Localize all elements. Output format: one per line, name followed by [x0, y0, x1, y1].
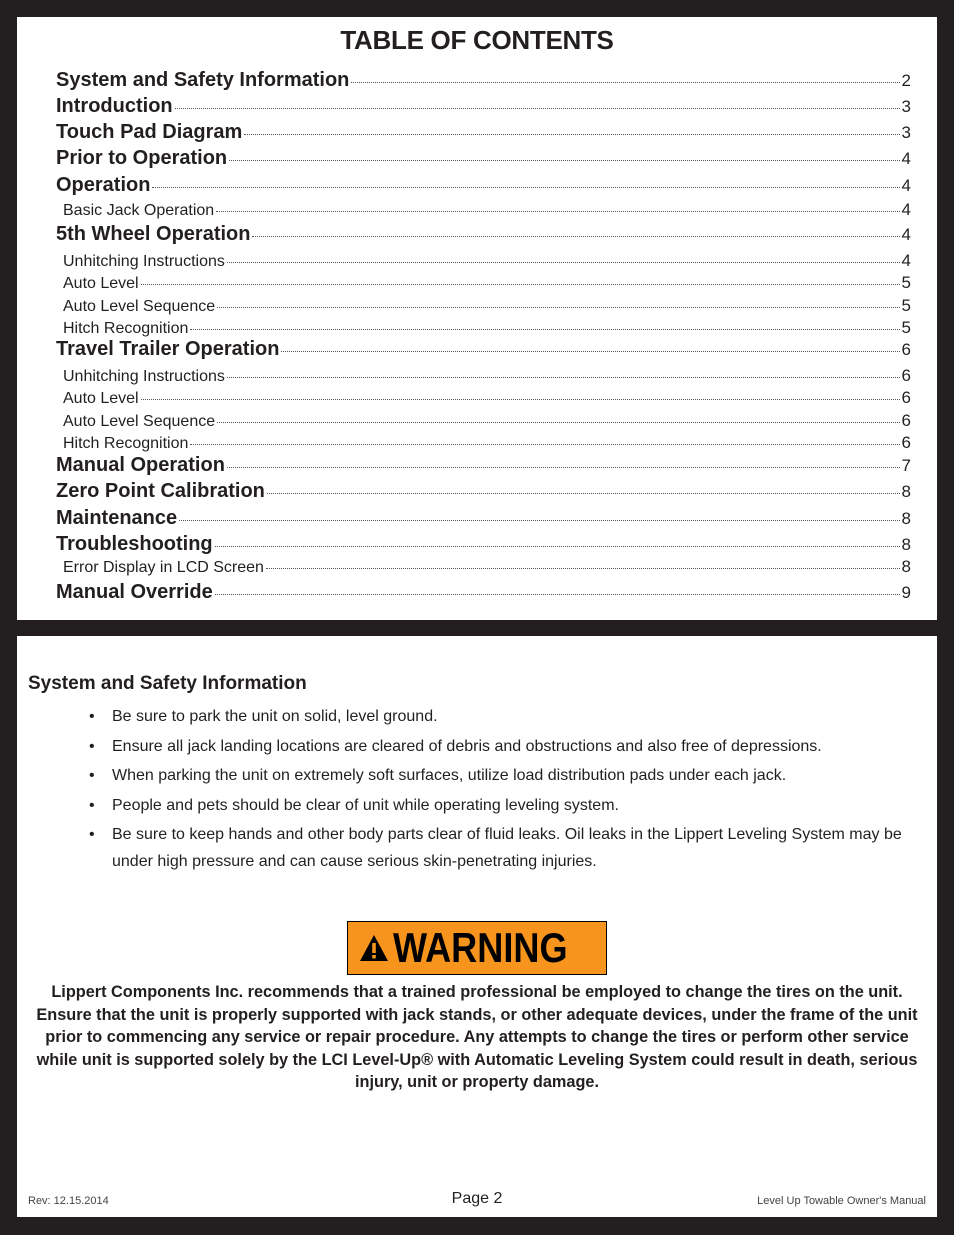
toc-entry-label: Error Display in LCD Screen [63, 559, 264, 576]
toc-entry[interactable] [56, 454, 911, 480]
toc-entry-label: Prior to Operation [56, 147, 228, 169]
toc-entry-page: 3 [901, 123, 911, 142]
dot-leader [152, 187, 899, 188]
toc-entry-label: Auto Level Sequence [63, 413, 216, 430]
toc-entry[interactable] [56, 366, 911, 388]
toc-entry[interactable] [56, 388, 911, 410]
bullet-icon: • [89, 767, 95, 784]
toc-entry-label: Hitch Recognition [63, 320, 189, 337]
dot-leader [227, 262, 900, 263]
warning-text: Lippert Components Inc. recommends that a trained professional be employed to change the tires on the unit. Ensure that the unit is properly supported with jack stands, or other adequate devices, under the frame of the unit prior to commencing any service or repair procedure. Any attempts to change the tires or perform other service while unit is supported solely by the LCI Level-Up® with Automatic Leveling System could result in death, serious injury, unit or property damage. [36, 983, 918, 1091]
toc-entry-label: Maintenance [56, 507, 178, 529]
toc-entry-page: 6 [901, 388, 911, 407]
dot-leader [281, 351, 899, 352]
dot-leader [190, 329, 899, 330]
manual-title: Level Up Towable Owner's Manual [757, 1195, 926, 1207]
toc-entry-label: Unhitching Instructions [63, 253, 225, 270]
dot-leader [252, 236, 899, 237]
list-item [89, 821, 909, 875]
toc-entry-label: Auto Level Sequence [63, 298, 216, 315]
dot-leader [175, 108, 900, 109]
list-item [89, 703, 909, 730]
toc-entry-label: Auto Level [63, 275, 139, 292]
toc-entry-page: 9 [901, 583, 911, 602]
toc-entry-page: 7 [901, 456, 911, 475]
section-heading: System and Safety Information [28, 673, 307, 694]
warning-label: WARNING [392, 924, 568, 971]
page-number: Page 2 [451, 1190, 503, 1207]
list-item [89, 762, 909, 789]
toc-entry-page: 8 [901, 482, 911, 501]
toc-entry-label: Manual Operation [56, 454, 225, 476]
dot-leader [215, 594, 900, 595]
dot-leader [217, 422, 899, 423]
toc-entry-label: Troubleshooting [56, 533, 213, 555]
toc-entry-page: 4 [901, 251, 911, 270]
toc-entry-label: Introduction [56, 95, 173, 117]
toc-entry[interactable] [56, 557, 911, 579]
toc-entry-page: 3 [901, 97, 911, 116]
bullet-icon: • [89, 708, 95, 725]
toc-entry[interactable] [56, 318, 911, 340]
list-item [89, 733, 909, 760]
toc-entry[interactable] [56, 296, 911, 318]
toc-entry[interactable] [56, 480, 911, 506]
dot-leader [244, 134, 899, 135]
bullet-text: When parking the unit on extremely soft surfaces, utilize load distribution pads under each jack. [112, 767, 787, 784]
dot-leader [216, 211, 899, 212]
toc-entry[interactable] [56, 533, 911, 559]
toc-entry-page: 2 [901, 71, 911, 90]
table-of-contents-panel [17, 17, 937, 620]
toc-entry-label: Manual Override [56, 581, 213, 603]
dot-leader [351, 82, 899, 83]
revision-date: Rev: 12.15.2014 [28, 1195, 109, 1207]
toc-entry-page: 6 [901, 433, 911, 452]
toc-entry-page: 6 [901, 411, 911, 430]
toc-title: TABLE OF CONTENTS [340, 25, 614, 55]
toc-entry-page: 4 [901, 176, 911, 195]
toc-entry-label: 5th Wheel Operation [56, 223, 251, 245]
toc-entry[interactable] [56, 147, 911, 173]
toc-entry-label: System and Safety Information [56, 69, 350, 91]
toc-entry-page: 5 [901, 296, 911, 315]
toc-entry[interactable] [56, 273, 911, 295]
dot-leader [227, 467, 900, 468]
dot-leader [267, 493, 900, 494]
toc-entry-page: 5 [901, 273, 911, 292]
toc-entry-label: Operation [56, 174, 151, 196]
bullet-icon: • [89, 826, 95, 843]
dot-leader [217, 307, 899, 308]
toc-entry[interactable] [56, 507, 911, 533]
dot-leader [190, 444, 899, 445]
toc-entry-page: 4 [901, 200, 911, 219]
toc-entry[interactable] [56, 223, 911, 249]
toc-entry-page: 4 [901, 225, 911, 244]
toc-entry[interactable] [56, 121, 911, 147]
toc-entry-label: Auto Level [63, 390, 139, 407]
toc-entry-page: 4 [901, 149, 911, 168]
bullet-icon: • [89, 796, 95, 814]
list-item [89, 792, 909, 819]
toc-entry[interactable] [56, 95, 911, 121]
warning-banner [347, 921, 607, 975]
safety-bullet-list [89, 703, 909, 878]
toc-entry-page: 8 [901, 535, 911, 554]
toc-entry[interactable] [56, 174, 911, 200]
toc-entry-label: Basic Jack Operation [63, 202, 215, 219]
safety-panel [17, 636, 937, 1217]
warning-triangle-icon [359, 933, 389, 963]
bullet-text: Be sure to park the unit on solid, level ground. [112, 708, 438, 725]
toc-entry-label: Zero Point Calibration [56, 480, 265, 502]
toc-entry-label: Travel Trailer Operation [56, 338, 280, 360]
toc-entry-label: Hitch Recognition [63, 435, 189, 452]
toc-entry-page: 6 [901, 366, 911, 385]
toc-entry[interactable] [56, 251, 911, 273]
toc-entry[interactable] [56, 338, 911, 364]
dot-leader [215, 546, 900, 547]
toc-entry-page: 8 [901, 557, 911, 576]
bullet-text: Be sure to keep hands and other body parts clear of fluid leaks. Oil leaks in the Lippert Leveling System may be under high pressure and can cause serious skin-penetrating injuries. [112, 826, 902, 870]
dot-leader [229, 160, 899, 161]
dot-leader [227, 377, 900, 378]
toc-entry[interactable] [56, 200, 911, 222]
bullet-text: People and pets should be clear of unit while operating leveling system. [112, 796, 619, 814]
toc-entry-page: 5 [901, 318, 911, 337]
toc-entry-page: 8 [901, 509, 911, 528]
toc-entry[interactable] [56, 433, 911, 455]
dot-leader [141, 399, 900, 400]
dot-leader [179, 520, 899, 521]
toc-entry[interactable] [56, 411, 911, 433]
dot-leader [266, 568, 900, 569]
bullet-text: Ensure all jack landing locations are cleared of debris and obstructions and also free of depressions. [112, 737, 822, 755]
toc-entry[interactable] [56, 581, 911, 607]
dot-leader [141, 284, 900, 285]
bullet-icon: • [89, 737, 95, 755]
toc-entry-label: Unhitching Instructions [63, 368, 225, 385]
toc-entry-page: 6 [901, 340, 911, 359]
toc-entry-label: Touch Pad Diagram [56, 121, 243, 143]
toc-entry[interactable] [56, 69, 911, 95]
